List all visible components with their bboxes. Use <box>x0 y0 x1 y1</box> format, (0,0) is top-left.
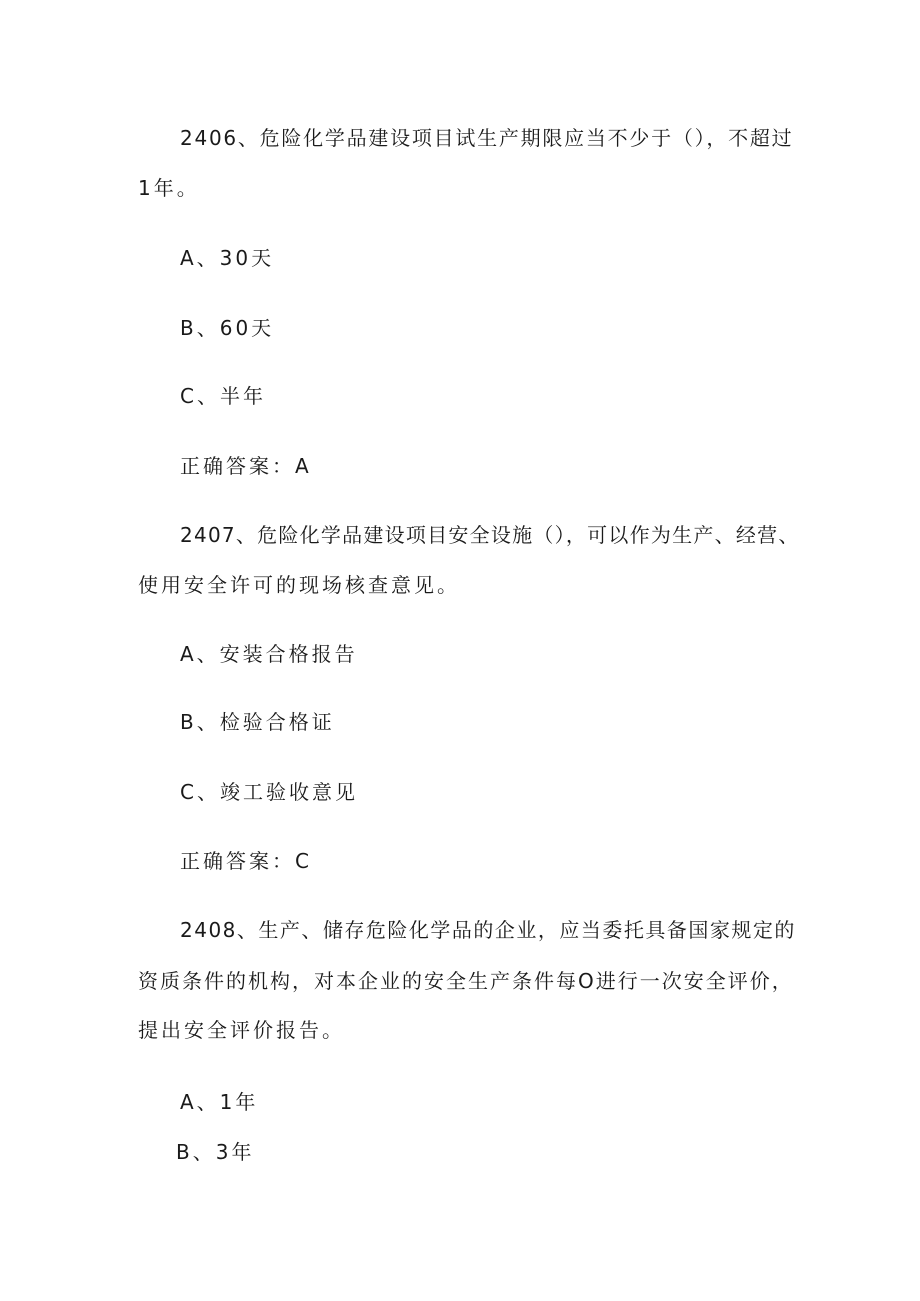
question-2408-option-b: B、3年 <box>176 1140 255 1164</box>
question-2408-stem-line-3: 提出安全评价报告。 <box>138 1018 345 1042</box>
question-2407-stem-line-2: 使用安全许可的现场核查意见。 <box>138 573 460 597</box>
question-2407-option-b: B、检验合格证 <box>180 710 335 734</box>
question-2408-option-a: A、1年 <box>180 1090 259 1114</box>
question-2406-stem-line-1: 2406、危险化学品建设项目试生产期限应当不少于（），不超过 <box>180 126 794 150</box>
question-2407-option-a: A、安装合格报告 <box>180 642 358 666</box>
question-2406-option-c: C、半年 <box>180 384 266 408</box>
question-2408-stem-line-2: 资质条件的机构，对本企业的安全生产条件每O进行一次安全评价， <box>138 969 794 993</box>
question-2408-stem-line-1: 2408、生产、储存危险化学品的企业，应当委托具备国家规定的 <box>180 918 796 942</box>
question-2407-answer: 正确答案：C <box>180 849 312 873</box>
question-2406-stem-line-2: 1年。 <box>138 176 200 200</box>
question-2406-answer: 正确答案：A <box>180 454 312 478</box>
question-2406-option-a: A、30天 <box>180 246 275 270</box>
question-2407-stem-line-1: 2407、危险化学品建设项目安全设施（），可以作为生产、经营、 <box>180 523 800 547</box>
question-2407-option-c: C、竣工验收意见 <box>180 780 358 804</box>
question-2406-option-b: B、60天 <box>180 316 275 340</box>
